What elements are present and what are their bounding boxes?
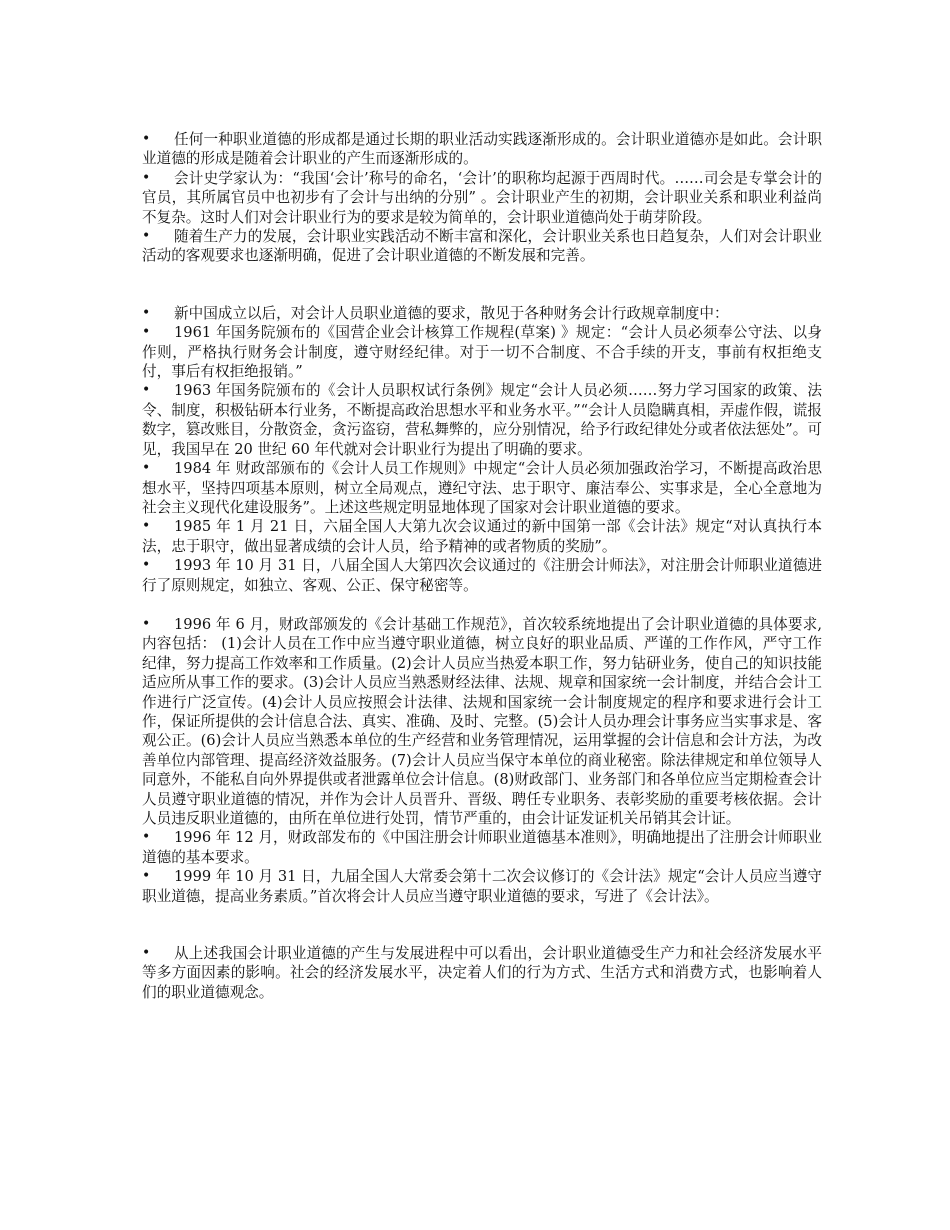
bullet-icon: • (142, 615, 151, 632)
bullet-icon: • (142, 324, 151, 341)
bullet-icon: • (142, 829, 151, 846)
section-1996-1999 (142, 615, 822, 906)
section-conclusion (142, 944, 822, 1002)
paragraph: • 会计史学家认为：“我国‘会计’称号的命名，‘会计’的职称均起源于西周时代。……司会是专掌会计的官员，其所属官员中也初步有了会计与出纳的分别” 。会计职业产生的初期，会计职业关系和职业利益尚不复杂。这时人们对会计职业行为的要求是较为简单的，会计职业道德尚处于萌芽阶段。 (142, 169, 822, 226)
bullet-icon: • (142, 945, 151, 962)
paragraph: • 1996 年 6 月，财政部颁发的《会计基础工作规范》，首次较系统地提出了会计职业道德的具体要求,内容包括： (1)会计人员在工作中应当遵守职业道德，树立良好的职业品质、严谨的工作作风，严守工作纪律，努力提高工作效率和工作质量。(2)会计人员应当热爱本职工作，努力钻研业务，使自己的知识技能适应所从事工作的要求。(3)会计人员应当熟悉财经法律、法规、规章和国家统一会计制度，并结合会计工作进行广泛宣传。(4)会计人员应按照会计法律、法规和国家统一会计制度规定的程序和要求进行会计工作，保证所提供的会计信息合法、真实、准确、及时、完整。(5)会计人员办理会计事务应当实事求是、客观公正。(6)会计人员应当熟悉本单位的生产经营和业务管理情况，运用掌握的会计信息和会计方法，为改善单位内部管理、提高经济效益服务。(7)会计人员应当保守本单位的商业秘密。除法律规定和单位领导人同意外，不能私自向外界提供或者泄露单位会计信息。(8)财政部门、业务部门和各单位应当定期检查会计人员遵守职业道德的情况，并作为会计人员晋升、晋级、聘任专业职务、表彰奖励的重要考核依据。会计人员违反职业道德的，由所在单位进行处罚，情节严重的，由会计证发证机关吊销其会计证。 (142, 615, 822, 827)
bullet-icon: • (142, 169, 151, 186)
paragraph: • 任何一种职业道德的形成都是通过长期的职业活动实践逐渐形成的。会计职业道德亦是如此。会计职业道德的形成是随着会计职业的产生而逐渐形成的。 (142, 131, 822, 168)
bullet-icon: • (142, 518, 151, 535)
paragraph: • 1963 年国务院颁布的《会计人员职权试行条例》规定“会计人员必须……努力学习国家的政策、法令、制度，积极钻研本行业务，不断提高政治思想水平和业务水平。”“会计人员隐瞒真相，弄虚作假，谎报数字，篡改账目，分散资金，贪污盗窃，营私舞弊的，应分别情况，给予行政纪律处分或者依法惩处”。可见，我国早在 20 世纪 60 年代就对会计职业行为提出了明确的要求。 (142, 382, 822, 458)
bullet-icon: • (142, 868, 151, 885)
document-body (142, 130, 822, 1002)
bullet-icon: • (142, 460, 151, 477)
bullet-icon: • (142, 557, 151, 574)
paragraph: • 1984 年 财政部颁布的《会计人员工作规则》中规定“会计人员必须加强政治学习，不断提高政治思想水平，坚持四项基本原则，树立全局观点，遵纪守法、忠于职守、廉洁奉公、实事求是，全心全意地为社会主义现代化建设服务”。上述这些规定明显地体现了国家对会计职业道德的要求。 (142, 460, 822, 516)
paragraph: • 1993 年 10 月 31 日，八届全国人大第四次会议通过的《注册会计师法》，对注册会计师职业道德进行了原则规定，如独立、客观、公正、保守秘密等。 (142, 557, 822, 594)
paragraph: • 1999 年 10 月 31 日，九届全国人大常委会第十二次会议修订的《会计法》规定“会计人员应当遵守职业道德，提高业务素质。”首次将会计人员应当遵守职业道德的要求，写进了《会计法》。 (142, 868, 822, 905)
paragraph: • 1996 年 12 月，财政部发布的《中国注册会计师职业道德基本准则》，明确地提出了注册会计师职业道德的基本要求。 (142, 829, 822, 866)
paragraph: • 随着生产力的发展，会计职业实践活动不断丰富和深化，会计职业关系也日趋复杂，人们对会计职业活动的客观要求也逐渐明确，促进了会计职业道德的不断发展和完善。 (142, 228, 822, 265)
paragraph: • 1985 年 1 月 21 日，六届全国人大第九次会议通过的新中国第一部《会计法》规定“对认真执行本法，忠于职守，做出显著成绩的会计人员，给予精神的或者物质的奖励”。 (142, 518, 822, 555)
bullet-icon: • (142, 131, 151, 147)
paragraph: • 从上述我国会计职业道德的产生与发展进程中可以看出，会计职业道德受生产力和社会经济发展水平等多方面因素的影响。社会的经济发展水平，决定着人们的行为方式、生活方式和消费方式，也影响着人们的职业道德观念。 (142, 945, 822, 1001)
paragraph: • 新中国成立以后，对会计人员职业道德的要求，散见于各种财务会计行政规章制度中： (142, 304, 729, 322)
bullet-icon: • (142, 228, 151, 245)
paragraph: • 1961 年国务院颁布的《国营企业会计核算工作规程(草案) 》规定：“会计人员必须奉公守法、以身作则，严格执行财务会计制度，遵守财经纪律。对于一切不合制度、不合手续的开支，事前有权拒绝支付，事后有权拒绝报销。” (142, 324, 822, 381)
bullet-icon: • (142, 382, 151, 399)
section-origin (142, 130, 822, 266)
section-new-china (142, 304, 822, 595)
bullet-icon: • (142, 304, 151, 321)
